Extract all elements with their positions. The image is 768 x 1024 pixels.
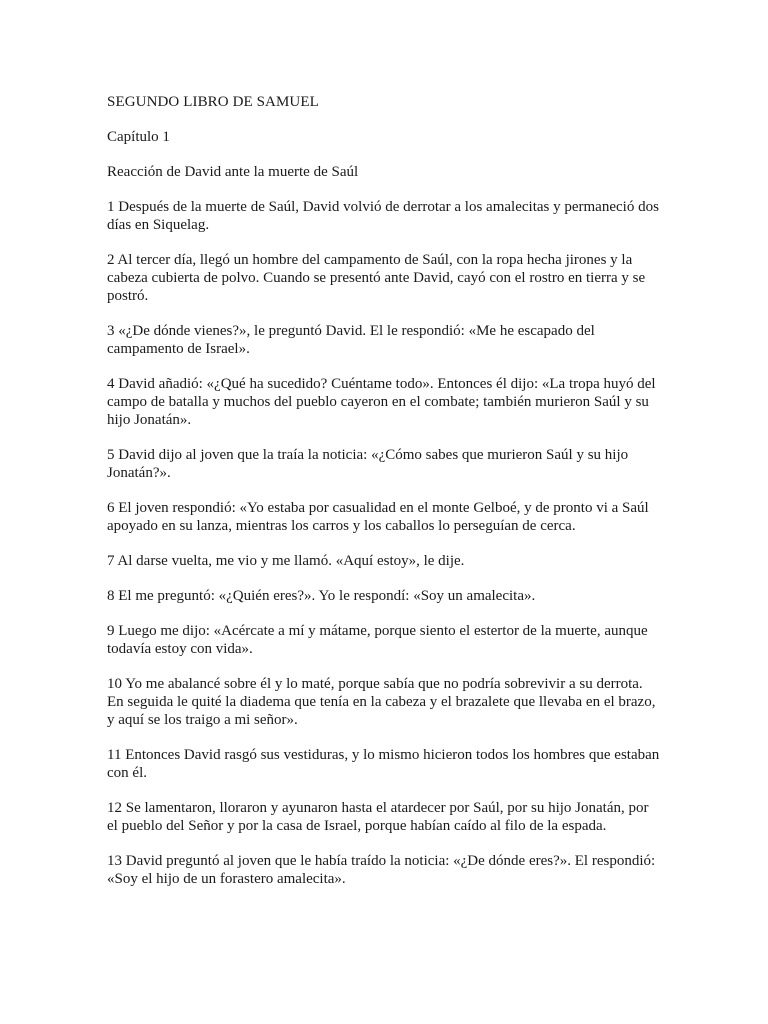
chapter-heading: Capítulo 1 bbox=[107, 129, 170, 145]
verse-6: 6 El joven respondió: «Yo estaba por casualidad en el monte Gelboé, y de pronto vi a Saúl apoyado en su lanza, mientras los carros y los caballos lo perseguían de cerca. bbox=[107, 500, 649, 534]
section-heading: Reacción de David ante la muerte de Saúl bbox=[107, 164, 359, 180]
verse-11: 11 Entonces David rasgó sus vestiduras, y lo mismo hicieron todos los hombres que estaban con él. bbox=[107, 747, 660, 781]
verse-2: 2 Al tercer día, llegó un hombre del campamento de Saúl, con la ropa hecha jirones y la cabeza cubierta de polvo. Cuando se presentó ante David, cayó con el rostro en tierra y se postró. bbox=[107, 252, 646, 304]
document-body bbox=[107, 93, 663, 905]
verse-8: 8 El me preguntó: «¿Quién eres?». Yo le respondí: «Soy un amalecita». bbox=[107, 588, 536, 604]
verse-3: 3 «¿De dónde vienes?», le preguntó David. El le respondió: «Me he escapado del campamento de Israel». bbox=[107, 323, 595, 357]
verse-4: 4 David añadió: «¿Qué ha sucedido? Cuéntame todo». Entonces él dijo: «La tropa huyó del campo de batalla y muchos del pueblo cayeron en el combate; también murieron Saúl y su hijo Jonatán». bbox=[107, 376, 656, 428]
verse-10: 10 Yo me abalancé sobre él y lo maté, porque sabía que no podría sobrevivir a su derrota. En seguida le quité la diadema que tenía en la cabeza y el brazalete que llevaba en el brazo, y aquí se los traigo a mi señor». bbox=[107, 676, 656, 728]
verse-13: 13 David preguntó al joven que le había traído la noticia: «¿De dónde eres?». El respondió: «Soy el hijo de un forastero amalecita». bbox=[107, 853, 656, 887]
verse-7: 7 Al darse vuelta, me vio y me llamó. «Aquí estoy», le dije. bbox=[107, 553, 465, 569]
verse-12: 12 Se lamentaron, lloraron y ayunaron hasta el atardecer por Saúl, por su hijo Jonatán, por el pueblo del Señor y por la casa de Israel, porque habían caído al filo de la espada. bbox=[107, 800, 649, 834]
verse-9: 9 Luego me dijo: «Acércate a mí y mátame, porque siento el estertor de la muerte, aunque todavía estoy con vida». bbox=[107, 623, 648, 657]
verse-5: 5 David dijo al joven que la traía la noticia: «¿Cómo sabes que murieron Saúl y su hijo Jonatán?». bbox=[107, 447, 629, 481]
book-title: SEGUNDO LIBRO DE SAMUEL bbox=[107, 94, 319, 110]
verse-1: 1 Después de la muerte de Saúl, David volvió de derrotar a los amalecitas y permaneció dos días en Siquelag. bbox=[107, 199, 659, 233]
